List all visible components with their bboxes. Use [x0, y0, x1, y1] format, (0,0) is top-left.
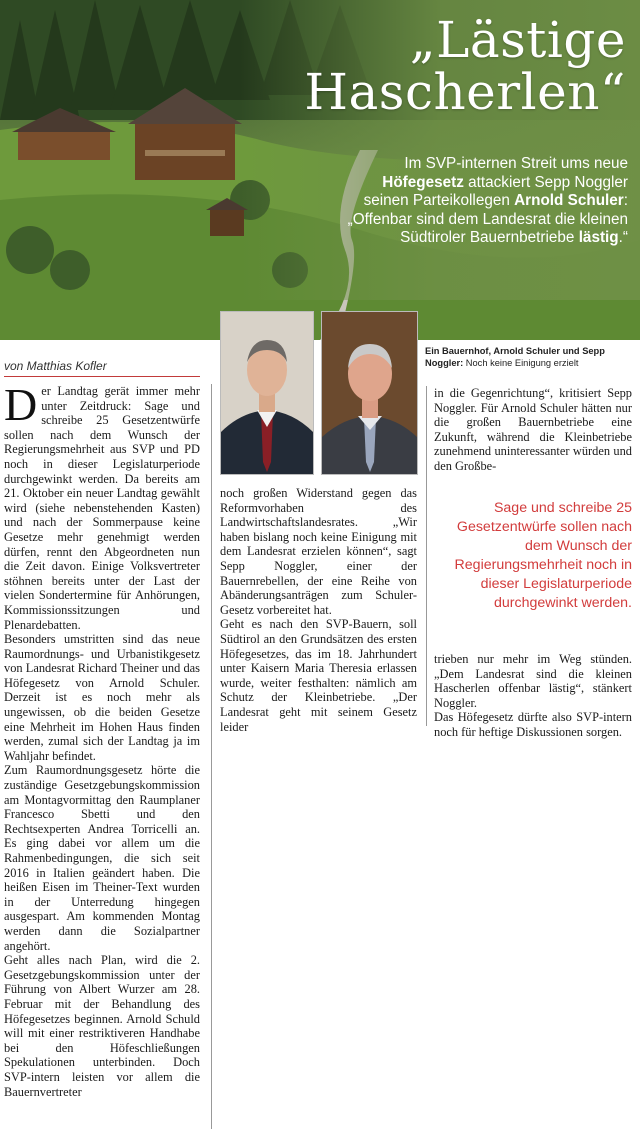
article-column-3 [434, 386, 632, 474]
lead-bold: Höfegesetz [382, 173, 464, 191]
headline [304, 11, 626, 121]
paragraph: in die Gegenrichtung“, kritisiert Sepp Noggler. Für Arnold Schuler hätten nur die großen Bauernbetriebe eine Zukunft, während die Kleinbetriebe zunehmend uninteressanter würden und den Großbe- [434, 386, 632, 473]
lead-text [338, 155, 628, 248]
portrait-sepp-noggler [321, 311, 418, 475]
paragraph-text: er Landtag gerät immer mehr unter Zeitdruck: Sage und schreibe 25 Gesetzentwürfe sollen nach dem Wunsch der Regierungsmehrheit aus SVP und PD noch in dieser Legislaturperiode durchgewinkt werden. Da bereits am 21. Oktober ein neuer Landtag gewählt wird (siehe nebenstehenden Kasten) und nach der Sommerpause keine Gesetze mehr genehmigt werden dürfen, rennt den Abgeordneten nun die Zeit davon. Einige Volksvertreter stöhnen bereits unter der Last der vielen Sondertermine für Anhörungen, Kommissionssitzungen und Plenardebatten. [4, 384, 200, 632]
lead-part: Im SVP-internen Streit ums neue [404, 155, 628, 172]
drop-cap: D [4, 379, 38, 430]
pull-quote: Sage und schreibe 25 Gesetzentwürfe sollen nach dem Wunsch der Regierungsmehrheit noch in dieser Legislaturperiode durchgewinkt werden. [454, 500, 632, 611]
column-divider [211, 384, 212, 1129]
paragraph: Das Höfegesetz dürfte also SVP-intern noch für heftige Diskussionen sorgen. [434, 710, 632, 739]
caption-bold: Ein Bauernhof, Arnold Schuler und Sepp Noggler: [425, 346, 605, 368]
article-column-2 [220, 486, 417, 734]
lead-part: attackiert Sepp Noggler seinen Parteikollegen [363, 173, 628, 210]
lead-part: .“ [618, 229, 628, 247]
byline: von Matthias Kofler [4, 359, 200, 377]
lead-part: : „Offenbar sind dem Landesrat die kleinen Südtiroler Bauernbetriebe [347, 192, 628, 247]
lead-bold: lästig [578, 229, 619, 247]
photo-caption [425, 346, 637, 369]
paragraph: Geht alles nach Plan, wird die 2. Gesetzgebungskommission unter der Führung von Albert Wurzer am 28. Februar mit der Behandlung des Höfegesetzes beginnen. Arnold Schuld will mit einer restriktiveren Handhabe bei den Höfeschließungen Spekulationen unterbinden. Doch SVP-intern leisten vor allem die Bauernvertreter [4, 953, 200, 1099]
article-column-3-continued [434, 652, 632, 740]
paragraph [4, 379, 200, 632]
headline-line-1: „Lästige [409, 11, 626, 69]
paragraph: noch großen Widerstand gegen das Reformvorhaben des Landwirtschaftslandesrates. „Wir haben bislang noch keine Einigung mit dem Landesrat erzielen können“, sagt Sepp Noggler, einer der Bauernrebellen, der eine Reihe von Abänderungsanträgen zum Schuler-Gesetz vorbereitet hat. [220, 486, 417, 617]
paragraph: trieben nur mehr im Weg stünden. „Dem Landesrat sind die kleinen Hascherlen offenbar lästig“, stänkert Noggler. [434, 652, 632, 710]
lead-bold: Arnold Schuler [514, 192, 624, 210]
portrait-arnold-schuler [220, 311, 314, 475]
paragraph: Zum Raumordnungsgesetz hörte die zuständige Gesetzgebungskommission am Montagvormittag den Raumplaner Francesco Sbetti und den Rechtsexperten Andrea Torricelli an. Es ging dabei vor allem um die Rahmenbedingungen, die sich seit 2016 in Italien geändert haben. Die heißen Eisen im Theiner-Text wurden in der Unterredung hingegen ausgespart. Am kommenden Montag werden dann die Sozialpartner angehört. [4, 763, 200, 953]
column-divider [426, 386, 427, 726]
caption-text: Noch keine Einigung erzielt [463, 357, 579, 368]
article-column-1 [4, 379, 200, 1099]
headline-line-2: Hascherlen“ [304, 63, 626, 121]
paragraph: Besonders umstritten sind das neue Raumordnungs- und Urbanistikgesetz von Landesrat Richard Theiner und das Höfegesetz von Arnold Schuler. Derzeit ist es noch mehr als ungewissen, ob die beiden Gesetze eine Mehrheit im Hohen Haus finden werden, zumal sich der Landtag ja im Wahljahr befindet. [4, 632, 200, 763]
hero-image [0, 0, 640, 340]
paragraph: Geht es nach den SVP-Bauern, soll Südtirol an den Grundsätzen des ersten Höfegesetzes, das im 18. Jahrhundert unter Kaisern Maria Theresia erlassen wurde, weiter festhalten: nämlich am Schutz der Kleinbetriebe. „Der Landesrat geht mit seinem Gesetz leider [220, 617, 417, 734]
